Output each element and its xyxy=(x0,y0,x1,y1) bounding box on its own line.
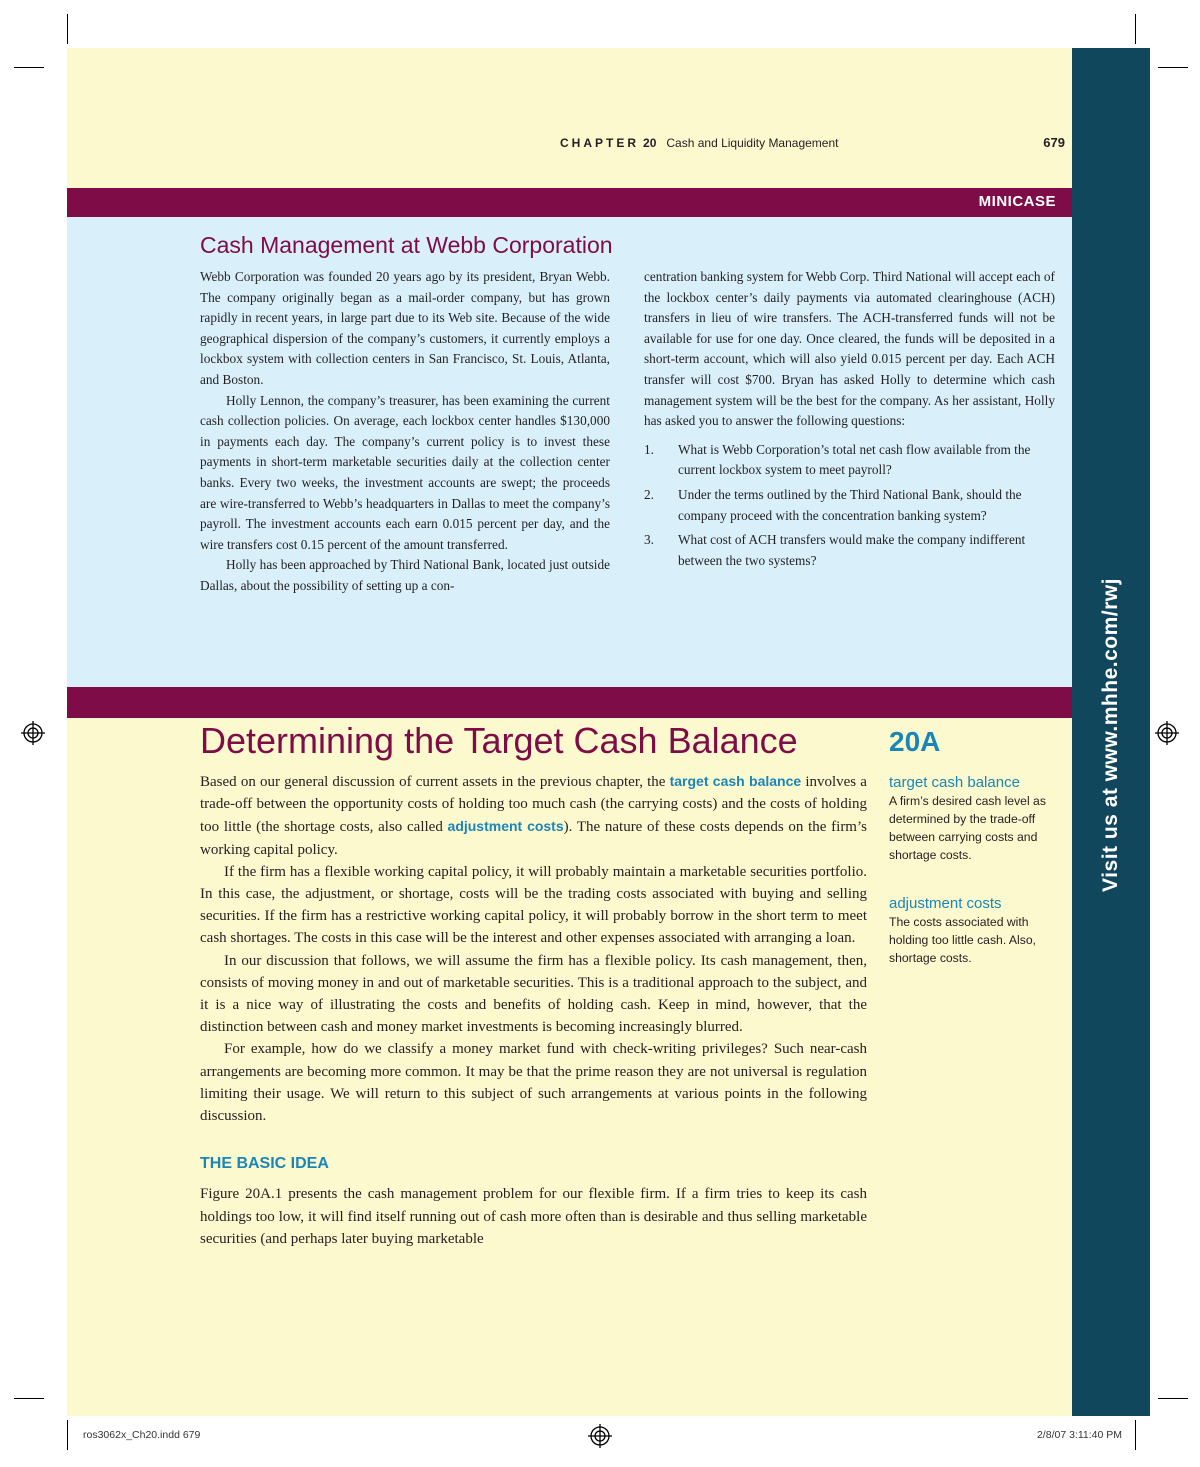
text-run: Based on our general discussion of current assets in the previous chapter, the xyxy=(200,774,670,790)
question-item xyxy=(644,485,1055,526)
margin-definition-term: adjustment costs xyxy=(889,895,1002,912)
crop-mark xyxy=(67,1420,68,1450)
appendix-body xyxy=(200,770,867,1250)
minicase-header-bar xyxy=(67,188,1072,217)
question-number: 2. xyxy=(644,486,654,502)
question-number: 3. xyxy=(644,532,654,548)
minicase-column-right xyxy=(644,267,1055,575)
question-item xyxy=(644,440,1055,481)
question-text: Under the terms outlined by the Third National Bank, should the company proceed with the concentration banking system? xyxy=(678,486,1022,523)
footer-timestamp: 2/8/07 3:11:40 PM xyxy=(1036,1429,1122,1441)
footer-file-info: ros3062x_Ch20.indd 679 xyxy=(83,1429,201,1441)
chapter-title: Cash and Liquidity Management xyxy=(666,135,839,150)
page-number: 679 xyxy=(1043,135,1065,150)
registration-mark-icon xyxy=(588,1424,612,1448)
body-paragraph: If the firm has a flexible working capital policy, it will probably maintain a marketable securities portfolio. In this case, the adjustment, or shortage, costs will be the trading costs associated with buying and selling securities. If the firm has a restrictive working capital policy, it will probably borrow in the short term to meet cash shortages. The costs in this case will be the interest and other expenses associated with arranging a loan. xyxy=(200,863,867,947)
minicase-column-left xyxy=(200,267,610,597)
minicase-paragraph: Webb Corporation was founded 20 years ago by its president, Bryan Webb. The company originally began as a mail-order company, but has grown rapidly in recent years, in large part due to its Web site. Because of the wide geographical dispersion of the company’s customers, it currently employs a lockbox system with collection centers in San Francisco, St. Louis, Atlanta, and Boston. xyxy=(200,269,610,387)
question-text: What is Webb Corporation’s total net cash flow available from the current lockbox system to meet payroll? xyxy=(678,441,1031,478)
margin-definition xyxy=(889,774,1069,864)
section-divider-bar xyxy=(67,687,1072,718)
body-paragraph: Figure 20A.1 presents the cash management problem for our flexible firm. If a firm tries to keep its cash holdings too low, it will find itself running out of cash more often than is desirable and thus selling marketable securities (and perhaps later buying marketable xyxy=(200,1186,867,1247)
crop-mark xyxy=(1158,1398,1188,1399)
minicase-paragraph: Holly Lennon, the company’s treasurer, has been examining the current cash collection policies. On average, each lockbox center handles $130,000 in payments each day. The company’s current policy is to invest these payments in short-term marketable securities daily at the collection center banks. Every two weeks, the investment accounts are swept; the proceeds are wire-transferred to Webb’s headquarters in Dallas to meet the company’s payroll. The investment accounts each earn 0.015 percent per day, and the wire transfers cost 0.15 percent of the amount transferred. xyxy=(200,392,610,552)
registration-mark-icon xyxy=(1155,721,1179,745)
crop-mark xyxy=(1135,1420,1136,1450)
minicase-paragraph: centration banking system for Webb Corp. Third National will accept each of the lockbox center’s daily payments via automated clearinghouse (ACH) transfers in lieu of wire transfers. The ACH-transferred funds will not be available for use for one day. Once cleared, the funds will be deposited in a short-term account, which will also yield 0.015 percent per day. Each ACH transfer will cost $700. Bryan has asked Holly to determine which cash management system will be the best for the company. As her assistant, Holly has asked you to answer the following questions: xyxy=(644,269,1055,429)
crop-mark xyxy=(14,1398,44,1399)
margin-definition-text: The costs associated with holding too little cash. Also, shortage costs. xyxy=(889,915,1037,965)
crop-mark xyxy=(1158,67,1188,68)
minicase-paragraph: Holly has been approached by Third National Bank, located just outside Dallas, about the possibility of setting up a con- xyxy=(200,557,610,593)
question-item xyxy=(644,530,1055,571)
question-text: What cost of ACH transfers would make the company indifferent between the two systems? xyxy=(678,532,1026,568)
body-paragraph: In our discussion that follows, we will assume the firm has a flexible policy. Its cash management, then, consists of moving money in and out of marketable securities. This is a traditional approach to the subject, and it is a nice way of illustrating the costs and benefits of holding cash. Keep in mind, however, that the distinction between cash and money market investments is becoming increasingly blurred. xyxy=(200,952,867,1036)
section-heading: THE BASIC IDEA xyxy=(200,1155,329,1173)
text-run: involves a trade-off between the opportunity costs of holding too much cash (the carrying costs) and the costs of holding too little (the shortage costs, also called xyxy=(200,774,867,836)
question-number: 1. xyxy=(644,441,654,457)
sidebar-url-text: Visit us at www.mhhe.com/rwj xyxy=(1099,578,1122,892)
margin-definition-text: A firm’s desired cash level as determined by the trade-off between carrying costs and shortage costs. xyxy=(889,794,1046,862)
minicase-title: Cash Management at Webb Corporation xyxy=(200,232,613,258)
key-term-target-cash-balance: target cash balance xyxy=(669,773,802,789)
minicase-label: MINICASE xyxy=(978,193,1056,210)
appendix-label: 20A xyxy=(889,726,941,757)
crop-mark xyxy=(14,67,44,68)
registration-mark-icon xyxy=(21,721,45,745)
running-head xyxy=(560,135,1065,150)
key-term-adjustment-costs: adjustment costs xyxy=(447,818,564,835)
margin-definition xyxy=(889,895,1069,967)
chapter-number: 20 xyxy=(643,135,657,150)
margin-definition-term: target cash balance xyxy=(889,774,1020,791)
body-paragraph: For example, how do we classify a money market fund with check-writing privileges? Such near-cash arrangements are becoming more common. It may be that the prime reason they are not universal is regulation limiting their usage. We will return to this subject of such arrangements at various points in the following discussion. xyxy=(200,1041,867,1125)
text-run: ). The nature of these costs depends on the firm’s working capital policy. xyxy=(200,819,867,858)
chapter-label: CHAPTER xyxy=(560,135,640,150)
question-list xyxy=(644,440,1055,572)
crop-mark xyxy=(1135,14,1136,44)
crop-mark xyxy=(67,14,68,44)
appendix-title: Determining the Target Cash Balance xyxy=(200,720,798,761)
body-paragraph xyxy=(200,770,867,861)
